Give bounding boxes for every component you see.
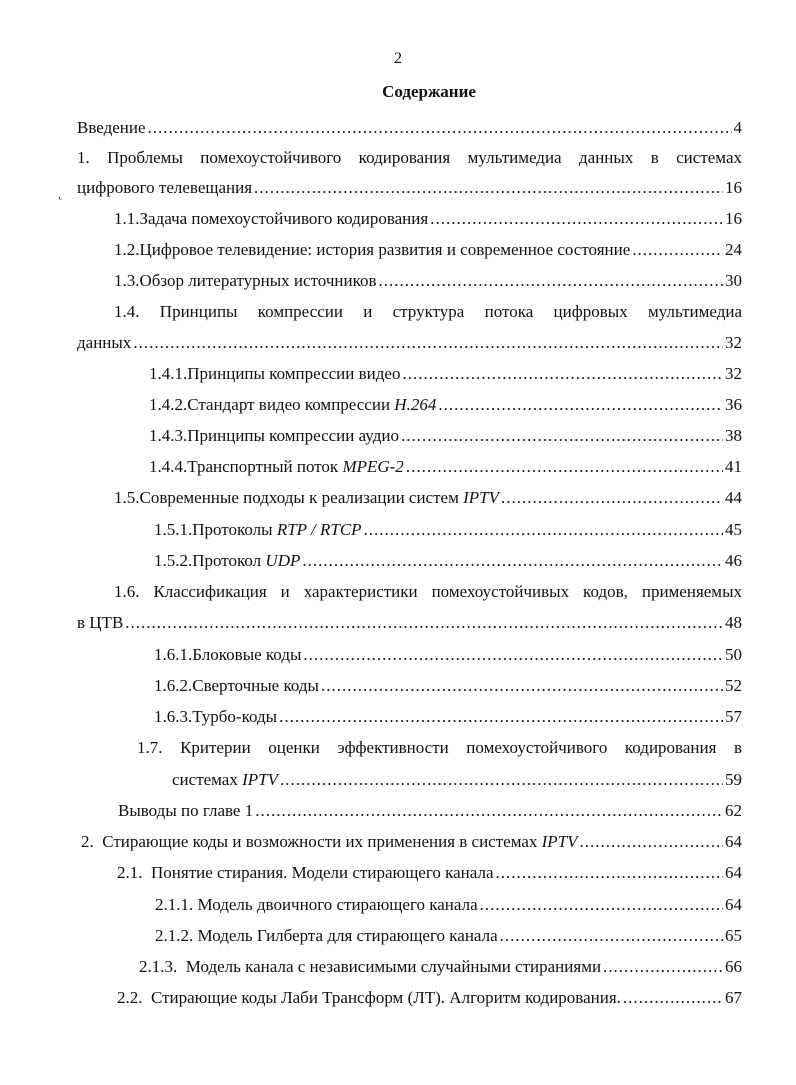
toc-entry-page: 50: [725, 645, 742, 664]
toc-entry-1-4-3: [149, 424, 742, 448]
toc-entry-text: системах: [172, 770, 243, 789]
leader-dots: [580, 830, 723, 854]
toc-entry-page: 30: [725, 271, 742, 290]
toc-entry-number: 1.5.2.: [154, 551, 193, 570]
toc-entry-italic: IPTV: [541, 832, 578, 851]
toc-entry-number: 1.5.1.: [154, 520, 193, 539]
toc-entry-page: 46: [725, 551, 742, 570]
toc-entry-2-1-2: [155, 924, 742, 948]
toc-entry-page: 52: [725, 676, 742, 695]
toc-entry-1-4: [77, 331, 742, 355]
toc-entry-number: 1.4.3.: [149, 426, 188, 445]
toc-entry-2: [81, 830, 742, 854]
toc-entry-1-4-4: [149, 455, 742, 479]
toc-entry-1-6-line1: 1.6. Классификация и характеристики помехоустойчивых кодов, применяемых: [114, 582, 742, 601]
toc-entry-text: Стандарт видео компрессии: [187, 395, 395, 414]
leader-dots: [133, 331, 723, 355]
leader-dots: [501, 486, 723, 510]
toc-entry-text: 2.1.2. Модель Гилберта для стирающего канала: [155, 926, 498, 945]
toc-entry-number: 1.4.2.: [149, 395, 188, 414]
toc-entry-number: 1.3.: [114, 271, 140, 290]
leader-dots: [254, 176, 723, 200]
toc-entry-text: 2.1. Понятие стирания. Модели стирающего канала: [117, 863, 494, 882]
toc-entry-text: Задача помехоустойчивого кодирования: [139, 209, 429, 228]
toc-entry-1: [77, 176, 742, 200]
toc-entry-1-6-1: [154, 643, 742, 667]
leader-dots: [500, 924, 723, 948]
toc-entry-1-4-2: [149, 393, 742, 417]
toc-entry-page: 32: [725, 364, 742, 383]
toc-entry-italic: RTP / RTCP: [276, 520, 362, 539]
toc-entry-page: 64: [725, 863, 742, 882]
toc-entry-page: 45: [725, 520, 742, 539]
toc-entry-text: Обзор литературных источников: [139, 271, 377, 290]
leader-dots: [402, 362, 723, 386]
toc-entry-1-5: [114, 486, 742, 510]
toc-entry-page: 41: [725, 457, 742, 476]
toc-entry-1-5-2: [154, 549, 742, 573]
toc-entry-italic: IPTV: [463, 488, 499, 507]
toc-entry-conclusions-1: [118, 799, 742, 823]
toc-entry-text: Протоколы: [192, 520, 277, 539]
toc-entry-number: 1.5.: [114, 488, 140, 507]
leader-dots: [321, 674, 723, 698]
leader-dots: [430, 207, 723, 231]
toc-entry-text: Сверточные коды: [192, 676, 319, 695]
toc-entry-page: 65: [725, 926, 742, 945]
toc-entry-italic: MPEG-2: [342, 457, 404, 476]
toc-entry-text: Цифровое телевидение: история развития и современное состояние: [139, 240, 631, 259]
toc-entry-text: 2.1.3. Модель канала с независимыми случайными стираниями: [139, 957, 602, 976]
toc-entry-1-line1: 1. Проблемы помехоустойчивого кодирования мультимедиа данных в системах: [77, 148, 742, 167]
toc-entry-page: 59: [725, 770, 742, 789]
leader-dots: [364, 518, 723, 542]
toc-entry-number: 1.4.1.: [149, 364, 188, 383]
leader-dots: [125, 611, 723, 635]
leader-dots: [603, 955, 723, 979]
toc-entry-1-4-1: [149, 362, 742, 386]
toc-entry-page: 36: [725, 395, 742, 414]
toc-entry-intro: [77, 116, 742, 140]
toc-entry-number: 1.6.1.: [154, 645, 193, 664]
toc-entry-number: 1.4.4.: [149, 457, 188, 476]
toc-title: Содержание: [382, 82, 476, 101]
toc-entry-page: 62: [725, 801, 742, 820]
toc-entry-2-1: [117, 861, 742, 885]
toc-entry-text: 2.1.1. Модель двоичного стирающего канала: [155, 895, 478, 914]
toc-entry-1-6-3: [154, 705, 742, 729]
toc-entry-text: данных: [77, 333, 132, 352]
toc-entry-page: 66: [725, 957, 742, 976]
toc-entry-1-5-1: [154, 518, 742, 542]
toc-entry-text: Выводы по главе 1: [118, 801, 254, 820]
toc-entry-text: Протокол: [192, 551, 266, 570]
toc-entry-page: 16: [725, 178, 742, 197]
toc-entry-page: 4: [733, 118, 742, 137]
toc-entry-2-1-3: [139, 955, 742, 979]
leader-dots: [279, 705, 723, 729]
toc-entry-1-7: [172, 768, 742, 792]
toc-entry-page: 24: [725, 240, 742, 259]
toc-entry-1-4-line1: 1.4. Принципы компрессии и структура потока цифровых мультимедиа: [114, 302, 742, 321]
leader-dots: [401, 424, 723, 448]
toc-entry-page: 38: [725, 426, 742, 445]
leader-dots: [438, 393, 723, 417]
toc-entry-text: Введение: [77, 118, 146, 137]
leader-dots: [302, 549, 723, 573]
toc-entry-page: 57: [725, 707, 742, 726]
toc-entry-2-2: [117, 986, 742, 1010]
toc-entry-1-6: [77, 611, 742, 635]
toc-entry-page: 32: [725, 333, 742, 352]
toc-entry-italic: UDP: [265, 551, 301, 570]
toc-entry-1-6-2: [154, 674, 742, 698]
toc-entry-text: Транспортный поток: [187, 457, 343, 476]
toc-entry-page: 48: [725, 613, 742, 632]
toc-entry-text: Принципы компрессии видео: [187, 364, 401, 383]
leader-dots: [623, 986, 723, 1010]
toc-entry-italic: IPTV: [242, 770, 278, 789]
toc-entry-text: Турбо-коды: [192, 707, 278, 726]
leader-dots: [406, 455, 723, 479]
toc-entry-number: 1.2.: [114, 240, 140, 259]
toc-entry-page: 67: [725, 988, 742, 1007]
toc-entry-2-1-1: [155, 893, 742, 917]
toc-entry-page: 44: [725, 488, 742, 507]
toc-entry-page: 64: [725, 895, 742, 914]
toc-entry-1-3: [114, 269, 742, 293]
toc-entry-text: Современные подходы к реализации систем: [139, 488, 464, 507]
toc-entry-text: в ЦТВ: [77, 613, 124, 632]
toc-entry-1-2: [114, 238, 742, 262]
leader-dots: [303, 643, 723, 667]
toc-entry-italic: H.264: [394, 395, 437, 414]
toc-entry-number: 1.6.3.: [154, 707, 193, 726]
leader-dots: [632, 238, 723, 262]
toc-entry-text: Принципы компрессии аудио: [187, 426, 399, 445]
leader-dots: [379, 269, 723, 293]
toc-entry-page: 64: [725, 832, 742, 851]
toc-entry-text: 2.2. Стирающие коды Лаби Трансформ (ЛТ). Алгоритм кодирования.: [117, 988, 621, 1007]
leader-dots: [280, 768, 723, 792]
toc-entry-1-7-line1: 1.7. Критерии оценки эффективности помехоустойчивого кодирования в: [137, 738, 742, 757]
leader-dots: [480, 893, 723, 917]
toc-entry-number: 1.1.: [114, 209, 140, 228]
leader-dots: [255, 799, 723, 823]
leader-dots: [496, 861, 724, 885]
leader-dots: [148, 116, 732, 140]
toc-entry-page: 16: [725, 209, 742, 228]
toc-entry-number: 1.6.2.: [154, 676, 193, 695]
toc-entry-text: 2. Стирающие коды и возможности их применения в системах: [81, 832, 542, 851]
page-number: 2: [394, 50, 402, 67]
toc-entry-1-1: [114, 207, 742, 231]
toc-entry-text: цифрового телевещания: [77, 178, 253, 197]
toc-entry-text: Блоковые коды: [192, 645, 302, 664]
scan-speck: ˛: [58, 186, 63, 201]
